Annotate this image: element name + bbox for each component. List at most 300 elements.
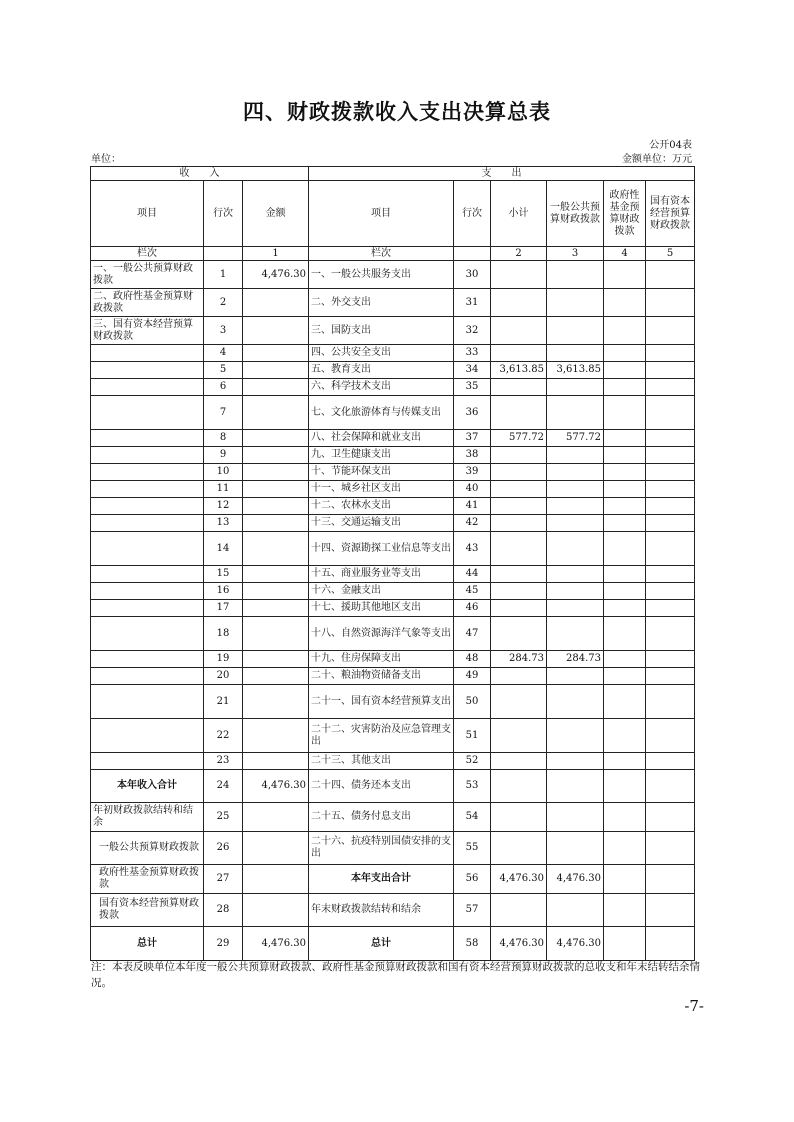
subtotal-cell	[491, 617, 547, 651]
income-line-cell: 3	[204, 317, 243, 345]
subtotal-cell	[491, 396, 547, 430]
state-capital-cell	[646, 430, 695, 447]
income-line-cell: 10	[204, 464, 243, 481]
income-line-cell: 7	[204, 396, 243, 430]
expense-line-cell: 53	[454, 770, 491, 803]
income-amount-cell	[243, 289, 309, 317]
expense-line-cell: 39	[454, 464, 491, 481]
table-row	[91, 566, 695, 583]
state-capital-cell	[646, 832, 695, 865]
income-amount-cell	[243, 396, 309, 430]
expense-line-cell: 34	[454, 362, 491, 379]
income-item-cell	[91, 515, 204, 532]
col-header-amount: 金额	[243, 181, 309, 247]
col-label-income: 栏次	[91, 247, 204, 261]
income-line-cell: 9	[204, 447, 243, 464]
gov-fund-cell	[604, 481, 646, 498]
table-row	[91, 927, 695, 961]
subtotal-cell: 577.72	[491, 430, 547, 447]
state-capital-cell	[646, 651, 695, 668]
header-row-columns	[91, 181, 695, 247]
gov-fund-cell	[604, 362, 646, 379]
income-line-cell: 12	[204, 498, 243, 515]
table-row	[91, 832, 695, 865]
expense-item-cell: 十六、金融支出	[309, 583, 454, 600]
general-budget-cell: 4,476.30	[547, 927, 604, 961]
income-item-cell	[91, 396, 204, 430]
general-budget-cell	[547, 668, 604, 685]
empty-cell	[454, 247, 491, 261]
gov-fund-cell	[604, 379, 646, 396]
col-header-state-capital: 国有资本经营预算财政拨款	[646, 181, 695, 247]
gov-fund-cell	[604, 719, 646, 753]
page-title: 四、财政拨款收入支出决算总表	[243, 99, 551, 124]
general-budget-cell	[547, 583, 604, 600]
expense-line-cell: 40	[454, 481, 491, 498]
income-line-cell: 25	[204, 803, 243, 832]
income-amount-cell	[243, 894, 309, 927]
income-amount-cell	[243, 566, 309, 583]
expense-line-cell: 56	[454, 865, 491, 894]
form-number: 公开04表	[649, 140, 692, 151]
general-budget-cell	[547, 498, 604, 515]
gov-fund-cell	[604, 600, 646, 617]
income-line-cell: 19	[204, 651, 243, 668]
expense-header: 支 出	[309, 167, 695, 181]
state-capital-cell	[646, 927, 695, 961]
general-budget-cell: 3,613.85	[547, 362, 604, 379]
expense-line-cell: 58	[454, 927, 491, 961]
general-budget-cell	[547, 617, 604, 651]
income-line-cell: 21	[204, 685, 243, 719]
expense-item-cell: 十二、农林水支出	[309, 498, 454, 515]
subtotal-cell: 284.73	[491, 651, 547, 668]
state-capital-cell	[646, 566, 695, 583]
income-item-cell	[91, 498, 204, 515]
expense-item-cell: 十、节能环保支出	[309, 464, 454, 481]
col-header-gov-fund: 政府性基金预算财政拨款	[604, 181, 646, 247]
col-header-general-budget: 一般公共预算财政拨款	[547, 181, 604, 247]
subtotal-cell	[491, 345, 547, 362]
subtotal-cell	[491, 464, 547, 481]
col-number-5: 5	[646, 247, 695, 261]
general-budget-cell	[547, 261, 604, 289]
expense-line-cell: 35	[454, 379, 491, 396]
income-amount-cell	[243, 447, 309, 464]
table-row	[91, 685, 695, 719]
col-label-expense: 栏次	[309, 247, 454, 261]
expense-item-cell: 八、社会保障和就业支出	[309, 430, 454, 447]
state-capital-cell	[646, 668, 695, 685]
table-row	[91, 430, 695, 447]
subtotal-cell: 4,476.30	[491, 865, 547, 894]
general-budget-cell	[547, 464, 604, 481]
gov-fund-cell	[604, 753, 646, 770]
income-item-cell	[91, 600, 204, 617]
table-row	[91, 345, 695, 362]
subtotal-cell	[491, 770, 547, 803]
state-capital-cell	[646, 481, 695, 498]
table-row	[91, 600, 695, 617]
income-item-cell	[91, 362, 204, 379]
expense-line-cell: 45	[454, 583, 491, 600]
expense-line-cell: 36	[454, 396, 491, 430]
gov-fund-cell	[604, 317, 646, 345]
subtotal-cell	[491, 894, 547, 927]
income-line-cell: 20	[204, 668, 243, 685]
gov-fund-cell	[604, 927, 646, 961]
income-line-cell: 15	[204, 566, 243, 583]
income-line-cell: 24	[204, 770, 243, 803]
expense-line-cell: 37	[454, 430, 491, 447]
state-capital-cell	[646, 317, 695, 345]
subtotal-cell	[491, 481, 547, 498]
col-number-1: 1	[243, 247, 309, 261]
expense-item-cell: 本年支出合计	[309, 865, 454, 894]
expense-item-cell: 十三、交通运输支出	[309, 515, 454, 532]
table-row	[91, 261, 695, 289]
col-header-income-line: 行次	[204, 181, 243, 247]
table-row	[91, 481, 695, 498]
subtotal-cell	[491, 289, 547, 317]
gov-fund-cell	[604, 617, 646, 651]
income-item-cell: 总计	[91, 927, 204, 961]
subtotal-cell	[491, 685, 547, 719]
income-line-cell: 6	[204, 379, 243, 396]
subtotal-cell	[491, 803, 547, 832]
gov-fund-cell	[604, 430, 646, 447]
expense-line-cell: 30	[454, 261, 491, 289]
gov-fund-cell	[604, 770, 646, 803]
general-budget-cell	[547, 685, 604, 719]
gov-fund-cell	[604, 832, 646, 865]
state-capital-cell	[646, 379, 695, 396]
state-capital-cell	[646, 753, 695, 770]
table-row	[91, 770, 695, 803]
subtotal-cell	[491, 498, 547, 515]
expense-line-cell: 47	[454, 617, 491, 651]
col-header-income-item: 项目	[91, 181, 204, 247]
income-amount-cell	[243, 719, 309, 753]
income-line-cell: 8	[204, 430, 243, 447]
table-row	[91, 362, 695, 379]
gov-fund-cell	[604, 865, 646, 894]
income-amount-cell	[243, 865, 309, 894]
income-line-cell: 16	[204, 583, 243, 600]
unit-label: 单位：	[91, 154, 121, 165]
expense-item-cell: 总计	[309, 927, 454, 961]
income-line-cell: 26	[204, 832, 243, 865]
expense-line-cell: 38	[454, 447, 491, 464]
subtotal-cell	[491, 753, 547, 770]
income-item-cell	[91, 566, 204, 583]
general-budget-cell	[547, 317, 604, 345]
general-budget-cell	[547, 447, 604, 464]
state-capital-cell	[646, 464, 695, 481]
expense-line-cell: 43	[454, 532, 491, 566]
expense-item-cell: 三、国防支出	[309, 317, 454, 345]
income-amount-cell	[243, 498, 309, 515]
gov-fund-cell	[604, 464, 646, 481]
income-item-cell: 二、政府性基金预算财政拨款	[91, 289, 204, 317]
general-budget-cell	[547, 289, 604, 317]
income-amount-cell	[243, 600, 309, 617]
expense-item-cell: 二十六、抗疫特别国债安排的支出	[309, 832, 454, 865]
general-budget-cell	[547, 481, 604, 498]
income-line-cell: 18	[204, 617, 243, 651]
expense-item-cell: 四、公共安全支出	[309, 345, 454, 362]
income-item-cell: 三、国有资本经营预算财政拨款	[91, 317, 204, 345]
income-amount-cell	[243, 668, 309, 685]
expense-item-cell: 十七、援助其他地区支出	[309, 600, 454, 617]
expense-line-cell: 41	[454, 498, 491, 515]
gov-fund-cell	[604, 803, 646, 832]
income-amount-cell: 4,476.30	[243, 261, 309, 289]
expense-item-cell: 五、教育支出	[309, 362, 454, 379]
income-line-cell: 2	[204, 289, 243, 317]
general-budget-cell	[547, 515, 604, 532]
general-budget-cell	[547, 753, 604, 770]
col-number-2: 2	[491, 247, 547, 261]
financial-table	[90, 166, 695, 961]
footnote: 注：本表反映单位本年度一般公共预算财政拨款、政府性基金预算财政拨款和国有资本经营预算财政拨款的总收支和年末结转结余情况。	[91, 961, 700, 989]
income-amount-cell	[243, 345, 309, 362]
expense-line-cell: 55	[454, 832, 491, 865]
table-row	[91, 396, 695, 430]
gov-fund-cell	[604, 668, 646, 685]
subtotal-cell	[491, 447, 547, 464]
table-row	[91, 753, 695, 770]
income-amount-cell	[243, 753, 309, 770]
expense-line-cell: 44	[454, 566, 491, 583]
income-item-cell	[91, 651, 204, 668]
general-budget-cell	[547, 770, 604, 803]
table-row	[91, 583, 695, 600]
gov-fund-cell	[604, 566, 646, 583]
general-budget-cell: 577.72	[547, 430, 604, 447]
income-line-cell: 5	[204, 362, 243, 379]
expense-item-cell: 二十五、债务付息支出	[309, 803, 454, 832]
expense-line-cell: 33	[454, 345, 491, 362]
subtotal-cell: 4,476.30	[491, 927, 547, 961]
income-line-cell: 13	[204, 515, 243, 532]
expense-line-cell: 52	[454, 753, 491, 770]
table-row	[91, 317, 695, 345]
subtotal-cell	[491, 317, 547, 345]
income-amount-cell	[243, 464, 309, 481]
subtotal-cell	[491, 600, 547, 617]
income-item-cell	[91, 617, 204, 651]
state-capital-cell	[646, 532, 695, 566]
income-amount-cell	[243, 583, 309, 600]
subtotal-cell	[491, 379, 547, 396]
gov-fund-cell	[604, 289, 646, 317]
income-line-cell: 27	[204, 865, 243, 894]
expense-line-cell: 50	[454, 685, 491, 719]
gov-fund-cell	[604, 894, 646, 927]
state-capital-cell	[646, 396, 695, 430]
expense-item-cell: 年末财政拨款结转和结余	[309, 894, 454, 927]
gov-fund-cell	[604, 583, 646, 600]
state-capital-cell	[646, 289, 695, 317]
expense-item-cell: 二、外交支出	[309, 289, 454, 317]
expense-item-cell: 十九、住房保障支出	[309, 651, 454, 668]
income-amount-cell	[243, 832, 309, 865]
general-budget-cell	[547, 379, 604, 396]
state-capital-cell	[646, 685, 695, 719]
general-budget-cell: 284.73	[547, 651, 604, 668]
income-line-cell: 14	[204, 532, 243, 566]
table-row	[91, 668, 695, 685]
income-line-cell: 11	[204, 481, 243, 498]
gov-fund-cell	[604, 396, 646, 430]
state-capital-cell	[646, 600, 695, 617]
expense-line-cell: 49	[454, 668, 491, 685]
col-number-4: 4	[604, 247, 646, 261]
expense-line-cell: 42	[454, 515, 491, 532]
income-line-cell: 1	[204, 261, 243, 289]
income-amount-cell	[243, 803, 309, 832]
state-capital-cell	[646, 803, 695, 832]
expense-item-cell: 一、一般公共服务支出	[309, 261, 454, 289]
gov-fund-cell	[604, 498, 646, 515]
col-header-expense-line: 行次	[454, 181, 491, 247]
general-budget-cell	[547, 566, 604, 583]
expense-line-cell: 48	[454, 651, 491, 668]
income-item-cell: 国有资本经营预算财政拨款	[91, 894, 204, 927]
expense-item-cell: 六、科学技术支出	[309, 379, 454, 396]
table-row	[91, 894, 695, 927]
expense-item-cell: 十一、城乡社区支出	[309, 481, 454, 498]
income-line-cell: 28	[204, 894, 243, 927]
expense-line-cell: 31	[454, 289, 491, 317]
table-row	[91, 498, 695, 515]
expense-item-cell: 九、卫生健康支出	[309, 447, 454, 464]
expense-item-cell: 二十二、灾害防治及应急管理支出	[309, 719, 454, 753]
expense-line-cell: 51	[454, 719, 491, 753]
income-item-cell	[91, 719, 204, 753]
income-item-cell	[91, 379, 204, 396]
general-budget-cell	[547, 532, 604, 566]
subtotal-cell	[491, 261, 547, 289]
income-line-cell: 17	[204, 600, 243, 617]
general-budget-cell	[547, 894, 604, 927]
state-capital-cell	[646, 770, 695, 803]
subtotal-cell	[491, 532, 547, 566]
expense-item-cell: 十八、自然资源海洋气象等支出	[309, 617, 454, 651]
state-capital-cell	[646, 583, 695, 600]
expense-line-cell: 46	[454, 600, 491, 617]
state-capital-cell	[646, 362, 695, 379]
income-amount-cell	[243, 379, 309, 396]
income-line-cell: 22	[204, 719, 243, 753]
general-budget-cell	[547, 600, 604, 617]
gov-fund-cell	[604, 651, 646, 668]
table-row	[91, 379, 695, 396]
general-budget-cell	[547, 719, 604, 753]
page-number: -7-	[684, 997, 704, 1015]
table-row	[91, 447, 695, 464]
state-capital-cell	[646, 498, 695, 515]
table-row	[91, 651, 695, 668]
table-row	[91, 617, 695, 651]
income-amount-cell	[243, 532, 309, 566]
subtotal-cell	[491, 832, 547, 865]
expense-item-cell: 十四、资源勘探工业信息等支出	[309, 532, 454, 566]
state-capital-cell	[646, 865, 695, 894]
state-capital-cell	[646, 261, 695, 289]
amount-unit: 金额单位：万元	[622, 154, 692, 165]
state-capital-cell	[646, 617, 695, 651]
income-line-cell: 23	[204, 753, 243, 770]
income-amount-cell	[243, 685, 309, 719]
subtotal-cell	[491, 566, 547, 583]
col-header-expense-item: 项目	[309, 181, 454, 247]
header-row-sections	[91, 167, 695, 181]
table-row	[91, 289, 695, 317]
income-item-cell	[91, 668, 204, 685]
income-amount-cell	[243, 481, 309, 498]
income-amount-cell	[243, 617, 309, 651]
table-row	[91, 865, 695, 894]
income-item-cell	[91, 430, 204, 447]
subtotal-cell	[491, 515, 547, 532]
expense-item-cell: 七、文化旅游体育与传媒支出	[309, 396, 454, 430]
income-item-cell: 政府性基金预算财政拨款	[91, 865, 204, 894]
income-item-cell	[91, 481, 204, 498]
income-item-cell	[91, 464, 204, 481]
income-item-cell	[91, 345, 204, 362]
table-row	[91, 464, 695, 481]
expense-line-cell: 54	[454, 803, 491, 832]
expense-line-cell: 32	[454, 317, 491, 345]
expense-line-cell: 57	[454, 894, 491, 927]
expense-item-cell: 二十三、其他支出	[309, 753, 454, 770]
general-budget-cell	[547, 803, 604, 832]
expense-item-cell: 十五、商业服务业等支出	[309, 566, 454, 583]
table-row	[91, 719, 695, 753]
subtotal-cell: 3,613.85	[491, 362, 547, 379]
gov-fund-cell	[604, 345, 646, 362]
general-budget-cell	[547, 345, 604, 362]
column-number-row	[91, 247, 695, 261]
table-row	[91, 803, 695, 832]
income-amount-cell	[243, 317, 309, 345]
income-line-cell: 4	[204, 345, 243, 362]
income-item-cell: 本年收入合计	[91, 770, 204, 803]
state-capital-cell	[646, 719, 695, 753]
general-budget-cell	[547, 832, 604, 865]
income-item-cell	[91, 447, 204, 464]
gov-fund-cell	[604, 515, 646, 532]
gov-fund-cell	[604, 532, 646, 566]
col-number-3: 3	[547, 247, 604, 261]
general-budget-cell: 4,476.30	[547, 865, 604, 894]
table-row	[91, 515, 695, 532]
state-capital-cell	[646, 894, 695, 927]
income-amount-cell	[243, 362, 309, 379]
subtotal-cell	[491, 719, 547, 753]
expense-item-cell: 二十、粮油物资储备支出	[309, 668, 454, 685]
income-item-cell	[91, 753, 204, 770]
income-item-cell	[91, 583, 204, 600]
col-header-subtotal: 小计	[491, 181, 547, 247]
income-item-cell: 一、一般公共预算财政拨款	[91, 261, 204, 289]
gov-fund-cell	[604, 685, 646, 719]
gov-fund-cell	[604, 261, 646, 289]
income-amount-cell	[243, 430, 309, 447]
income-header: 收 入	[91, 167, 309, 181]
